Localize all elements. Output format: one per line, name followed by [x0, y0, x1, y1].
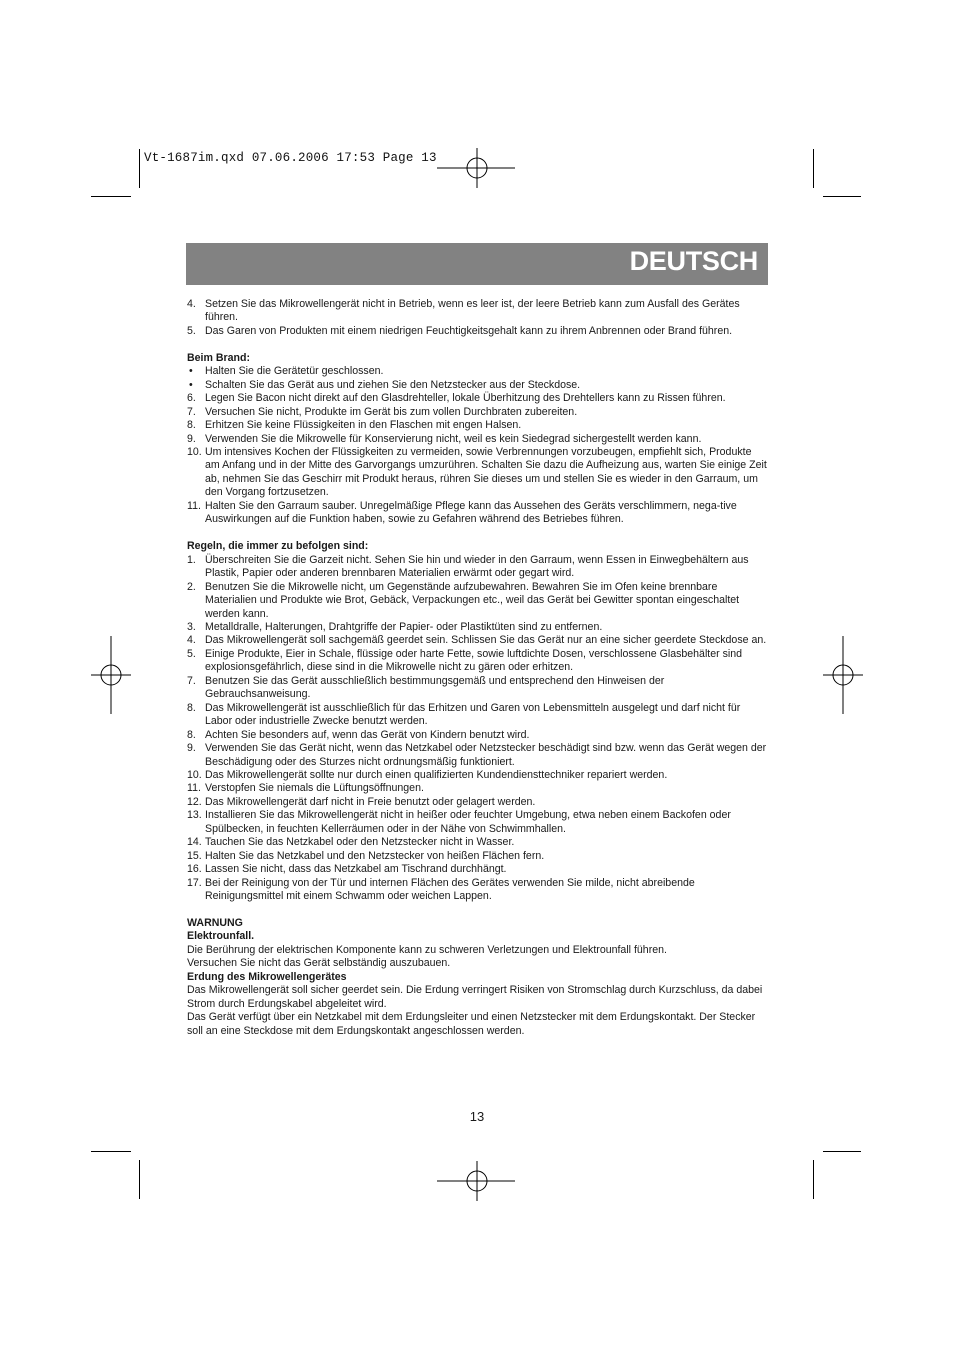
item-text: Verwenden Sie das Gerät nicht, wenn das Netzkabel oder Netzstecker beschädigt sind bzw. wenn das Gerät wegen der Beschädigung oder des Sturzes nicht ordnungsmäßig funktioniert. — [205, 742, 767, 768]
item-text: Das Mikrowellengerät ist ausschließlich für das Erhitzen und Garen von Lebensmitteln ausgelegt und darf nicht für Labor oder industrielle Zwecke benutzt werden. — [205, 701, 741, 728]
list-item — [187, 782, 768, 795]
item-text: Verwenden Sie die Mikrowelle für Konservierung nicht, weil es kein Siedegrad sichergestellt werden kann. — [205, 432, 702, 445]
item-text: Überschreiten Sie die Garzeit nicht. Sehen Sie hin und wieder in den Garraum, wenn Essen in Einwegbehältern aus Plastik, Papier oder anderen brennbaren Materialien erwärmt oder gegart wird. — [205, 553, 749, 580]
list-item — [187, 581, 768, 621]
grounding-paragraph: Das Gerät verfügt über ein Netzkabel mit dem Erdungsleiter und einen Netzstecker mit dem Erdungskontakt. Der Stecker soll an eine Steckdose mit dem Erdungskontakt angeschlossen werden. — [187, 1011, 756, 1037]
item-number: 8. — [187, 701, 196, 714]
list-item — [187, 621, 768, 634]
language-banner — [186, 243, 768, 285]
shock-paragraph: Versuchen Sie nicht das Gerät selbständig auszubauen. — [187, 957, 451, 970]
item-text: Halten Sie das Netzkabel und den Netzstecker von heißen Flächen fern. — [205, 849, 545, 862]
crop-mark-top-right-h — [823, 196, 861, 197]
list-item — [187, 433, 768, 446]
item-text: Das Mikrowellengerät sollte nur durch einen qualifizierten Kundendiensttechniker repariert werden. — [205, 768, 668, 781]
item-number: 9. — [187, 432, 196, 445]
bullet-icon: • — [189, 378, 193, 391]
list-item — [187, 742, 768, 769]
item-number: 15. — [187, 849, 202, 862]
grounding-paragraph: Das Mikrowellengerät soll sicher geerdet sein. Die Erdung verringert Risiken von Stromschlag durch Kurzschluss, da dabei Strom durch Erdungskabel abgeleitet wird. — [187, 984, 763, 1010]
crop-mark-bottom-left-h — [91, 1151, 131, 1152]
registration-mark-right — [823, 636, 863, 714]
item-number: 9. — [187, 742, 196, 755]
item-text: Halten Sie die Gerätetür geschlossen. — [205, 365, 384, 378]
item-number: 2. — [187, 580, 196, 593]
item-text: Achten Sie besonders auf, wenn das Gerät von Kindern benutzt wird. — [205, 728, 530, 741]
item-number: 3. — [187, 620, 196, 633]
crop-mark-top-left-v — [139, 149, 140, 188]
item-text: Lassen Sie nicht, dass das Netzkabel am Tischrand durchhängt. — [205, 863, 507, 876]
item-number: 4. — [187, 298, 196, 310]
item-number: 12. — [187, 795, 202, 808]
item-number: 6. — [187, 392, 196, 405]
crop-mark-top-left-h — [91, 196, 131, 197]
list-item — [187, 325, 768, 338]
registration-mark-bottom — [437, 1161, 517, 1201]
item-number: 5. — [187, 324, 196, 337]
item-number: 1. — [187, 553, 196, 566]
list-item — [187, 379, 768, 392]
item-text: Das Mikrowellengerät soll sachgemäß geerdet sein. Schlissen Sie das Gerät nur an eine sicher geerdete Steckdose an. — [205, 634, 767, 647]
registration-mark-left — [91, 636, 131, 714]
grounding-heading: Erdung des Mikrowellengerätes — [187, 970, 347, 983]
list-item — [187, 809, 768, 836]
item-text: Tauchen Sie das Netzkabel oder den Netzstecker nicht in Wasser. — [205, 836, 515, 849]
list-item — [187, 863, 768, 876]
fire-list — [187, 365, 768, 526]
item-number: 4. — [187, 634, 196, 647]
list-item — [187, 796, 768, 809]
shock-heading: Elektrounfall. — [187, 930, 255, 943]
list-item — [187, 836, 768, 849]
list-item — [187, 419, 768, 432]
rules-heading: Regeln, die immer zu befolgen sind: — [187, 540, 369, 553]
list-item — [187, 769, 768, 782]
list-item — [187, 446, 768, 500]
item-text: Halten Sie den Garraum sauber. Unregelmäßige Pflege kann das Aussehen des Geräts verschlimmern, nega-tive Auswirkungen auf die Funktion haben, sowie zu Gefahren während des Betriebes führen. — [205, 499, 737, 526]
crop-mark-bottom-left-v — [139, 1160, 140, 1199]
list-item — [187, 392, 768, 405]
item-text: Um intensives Kochen der Flüssigkeiten zu vermeiden, sowie Verbrennungen vorzubeugen, empfiehlt sich, Produkte am Anfang und in der Mitte des Garvorgangs umzurühren. Schalten Sie dazu die Aufheizung aus, warten Sie einige Zeit ab, nehmen Sie das Geschirr mit Produkt heraus, rühren Sie dieses um und stellen Sie es wieder in den Garraum, um den Vorgang fortzusetzen. — [205, 446, 767, 499]
item-text: Das Garen von Produkten mit einem niedrigen Feuchtigkeitsgehalt kann zu ihrem Anbrennen oder Brand führen. — [205, 324, 733, 337]
list-item — [187, 298, 768, 325]
language-title: DEUTSCH — [629, 246, 758, 276]
list-item — [187, 500, 768, 527]
item-number: 14. — [187, 836, 202, 849]
list-item — [187, 554, 768, 581]
item-number: 17. — [187, 876, 202, 889]
shock-paragraph: Die Berührung der elektrischen Komponente kann zu schweren Verletzungen und Elektrounfall führen. — [187, 943, 667, 956]
item-text: Metalldralle, Halterungen, Drahtgriffe der Papier- oder Plastiktüten sind zu entfernen. — [205, 620, 603, 633]
item-text: Benutzen Sie die Mikrowelle nicht, um Gegenstände aufzubewahren. Bewahren Sie im Ofen keine brennbare Materialien und Produkte wie Brot, Gebäck, Verpackungen etc., weil das Gerät bei Gewitter spontan eingeschaltet werden kann. — [205, 580, 740, 620]
item-text: Verstopfen Sie niemals die Lüftungsöffnungen. — [205, 782, 424, 795]
crop-mark-bottom-right-h — [823, 1151, 861, 1152]
item-number: 16. — [187, 863, 202, 876]
list-item — [187, 634, 768, 647]
item-number: 8. — [187, 419, 196, 432]
item-text: Legen Sie Bacon nicht direkt auf den Glasdrehteller, lokale Überhitzung des Drehtellers kann zu Rissen führen. — [205, 392, 726, 405]
list-item — [187, 648, 768, 675]
crop-mark-top-right-v — [813, 149, 814, 188]
list-item — [187, 850, 768, 863]
item-text: Einige Produkte, Eier in Schale, flüssige oder harte Fette, sowie luftdichte Dosen, verschlossene Glasbehälter sind explosionsgefährlich, diese sind in die Mikrowelle nicht zu gären oder erhitzen. — [205, 647, 743, 674]
item-text: Schalten Sie das Gerät aus und ziehen Sie den Netzstecker aus der Steckdose. — [205, 378, 581, 391]
print-slug: Vt-1687im.qxd 07.06.2006 17:53 Page 13 — [144, 151, 437, 165]
list-item — [187, 877, 768, 904]
item-text: Benutzen Sie das Gerät ausschließlich bestimmungsgemäß und entsprechend den Hinweisen der Gebrauchsanweisung. — [205, 674, 665, 701]
item-text: Setzen Sie das Mikrowellengerät nicht in Betrieb, wenn es leer ist, der leere Betrieb kann zum Ausfall des Gerätes führen. — [205, 298, 740, 324]
item-number: 10. — [187, 446, 202, 459]
intro-list — [187, 298, 768, 338]
warning-heading: WARNUNG — [187, 916, 243, 929]
item-number: 11. — [187, 499, 201, 512]
item-number: 13. — [187, 809, 202, 822]
list-item — [187, 675, 768, 702]
registration-mark-top — [437, 148, 517, 188]
item-text: Bei der Reinigung von der Tür und internen Flächen des Gerätes verwenden Sie milde, nicht abreibende Reinigungsmittel mit einem Schwamm oder weichen Lappen. — [205, 876, 695, 903]
item-number: 7. — [187, 674, 196, 687]
crop-mark-bottom-right-v — [813, 1160, 814, 1199]
page-content — [187, 298, 768, 1038]
page-number: 13 — [469, 1109, 485, 1124]
fire-heading: Beim Brand: — [187, 351, 250, 364]
list-item — [187, 406, 768, 419]
item-text: Das Mikrowellengerät darf nicht in Freie benutzt oder gelagert werden. — [205, 795, 536, 808]
item-text: Installieren Sie das Mikrowellengerät nicht in heißer oder feuchter Umgebung, etwa neben einem Backofen oder Spülbecken, in feuchten Kellerräumen oder in der Nähe von Schwimmhallen. — [205, 809, 731, 835]
item-number: 8. — [187, 728, 196, 741]
list-item — [187, 702, 768, 729]
bullet-icon: • — [189, 365, 193, 378]
list-item — [187, 729, 768, 742]
item-number: 7. — [187, 405, 196, 418]
rules-list — [187, 554, 768, 904]
item-text: Versuchen Sie nicht, Produkte im Gerät bis zum vollen Durchbraten zubereiten. — [205, 405, 578, 418]
item-text: Erhitzen Sie keine Flüssigkeiten in den Flaschen mit engen Halsen. — [205, 419, 522, 432]
item-number: 10. — [187, 768, 202, 781]
item-number: 5. — [187, 647, 196, 660]
item-number: 11. — [187, 782, 201, 795]
list-item — [187, 365, 768, 378]
